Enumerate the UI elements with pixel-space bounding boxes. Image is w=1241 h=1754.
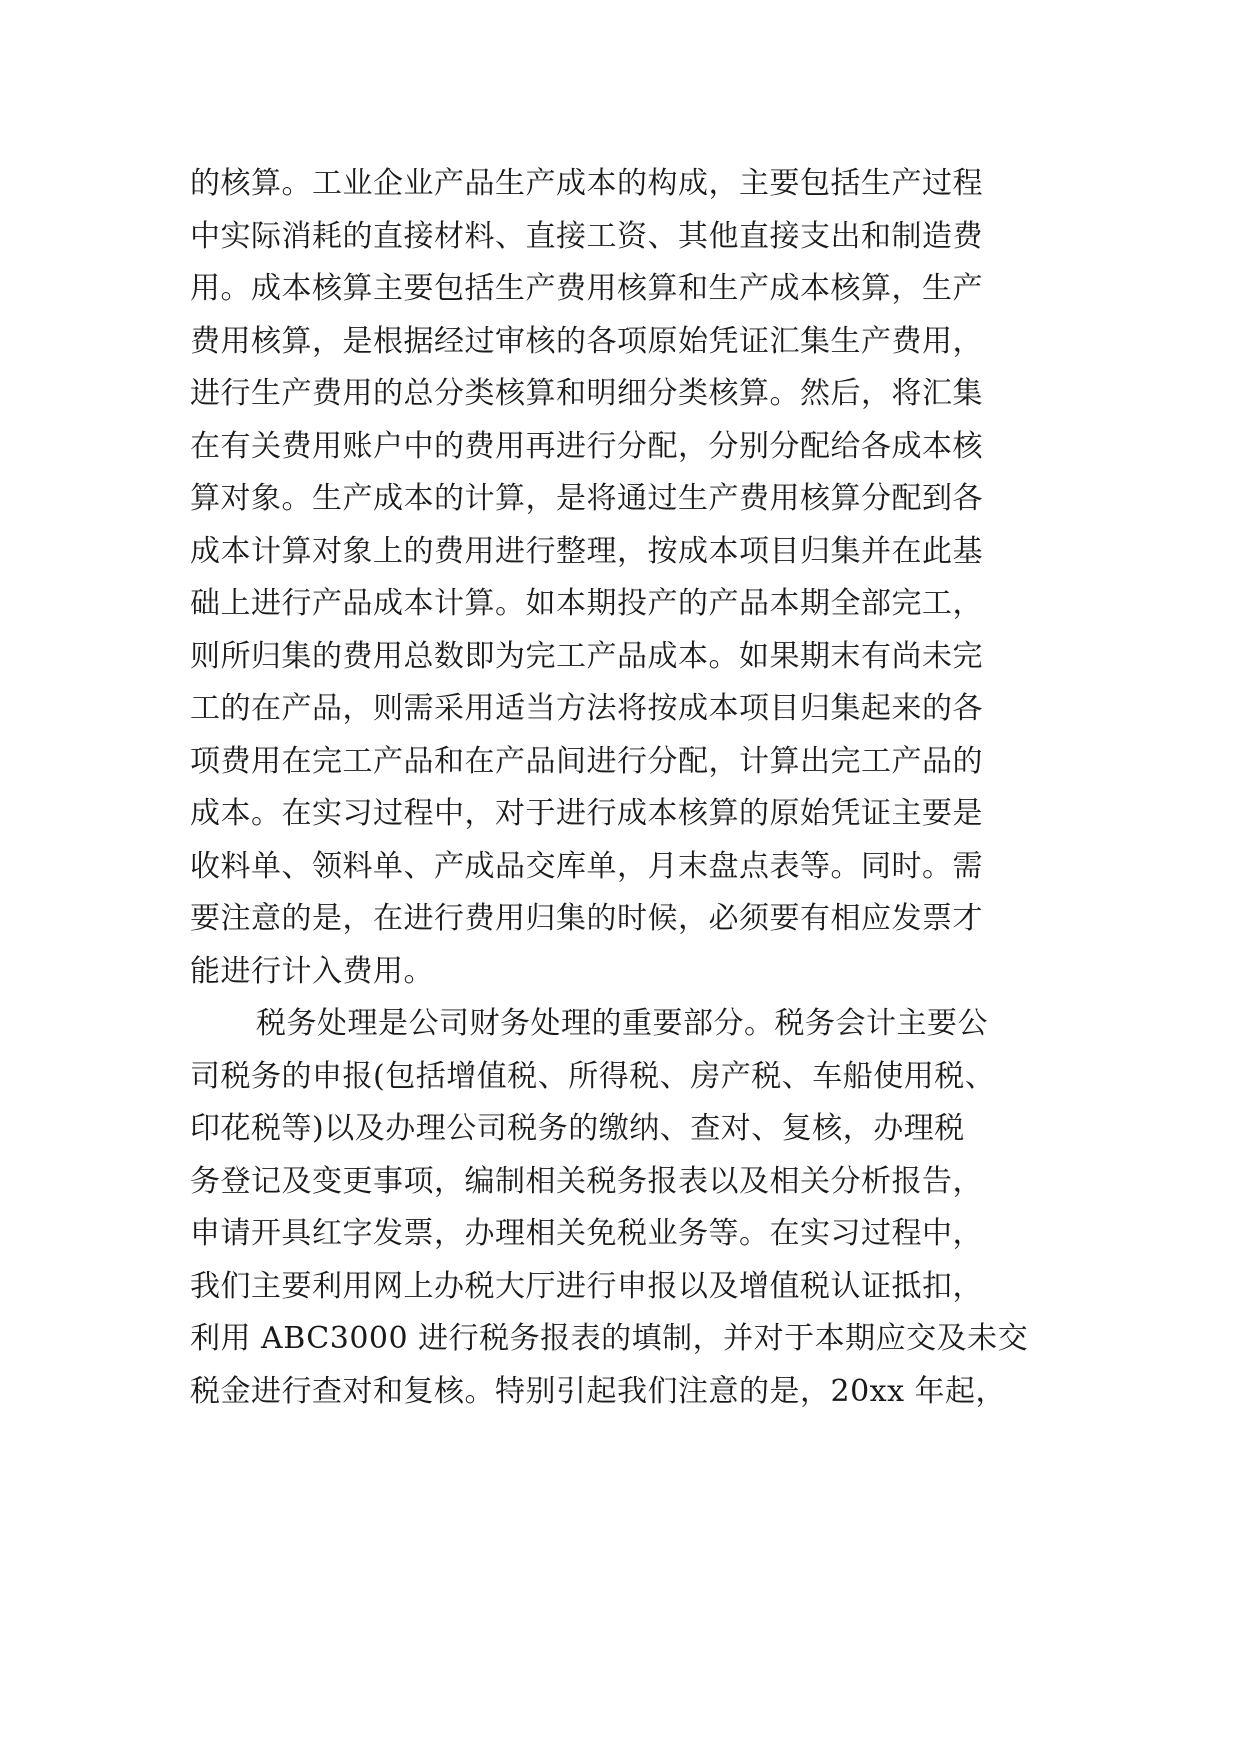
text-line: 能进行计入费用。 <box>190 953 434 989</box>
text-line: 进行生产费用的总分类核算和明细分类核算。然后，将汇集 <box>190 376 983 411</box>
body-text <box>190 158 1070 1418</box>
text-line: 的核算。工业企业产品生产成本的构成，主要包括生产过程 <box>190 166 983 201</box>
text-line: 工的在产品，则需采用适当方法将按成本项目归集起来的各 <box>190 691 983 726</box>
text-line: 司税务的申报(包括增值税、所得税、房产税、车船使用税、 <box>190 1058 996 1094</box>
text-line: 费用核算，是根据经过审核的各项原始凭证汇集生产费用， <box>190 323 983 359</box>
text-line: 中实际消耗的直接材料、直接工资、其他直接支出和制造费 <box>190 218 983 254</box>
text-line: 则所归集的费用总数即为完工产品成本。如果期末有尚未完 <box>190 638 983 674</box>
text-line: 印花税等)以及办理公司税务的缴纳、查对、复核，办理税 <box>190 1111 965 1146</box>
text-line: 项费用在完工产品和在产品间进行分配，计算出完工产品的 <box>190 743 983 779</box>
text-line: 在有关费用账户中的费用再进行分配，分别分配给各成本核 <box>190 428 983 464</box>
text-line: 利用 ABC3000 进行税务报表的填制，并对于本期应交及未交 <box>190 1321 1029 1356</box>
text-line: 要注意的是，在进行费用归集的时候，必须要有相应发票才 <box>190 901 983 936</box>
text-line: 算对象。生产成本的计算，是将通过生产费用核算分配到各 <box>190 481 983 516</box>
text-line: 成本。在实习过程中，对于进行成本核算的原始凭证主要是 <box>190 796 983 831</box>
text-line: 收料单、领料单、产成品交库单，月末盘点表等。同时。需 <box>190 848 983 884</box>
paragraph-tax-processing <box>190 998 1070 1418</box>
text-line: 务登记及变更事项，编制相关税务报表以及相关分析报告， <box>190 1163 983 1199</box>
text-line: 税金进行查对和复核。特别引起我们注意的是，20xx 年起， <box>190 1373 1007 1409</box>
text-line: 用。成本核算主要包括生产费用核算和生产成本核算，生产 <box>190 271 983 306</box>
text-line: 我们主要利用网上办税大厅进行申报以及增值税认证抵扣， <box>190 1268 983 1304</box>
text-line: 税务处理是公司财务处理的重要部分。税务会计主要公 <box>256 1006 988 1041</box>
paragraph-cost-accounting <box>190 158 1070 998</box>
text-line: 成本计算对象上的费用进行整理，按成本项目归集并在此基 <box>190 533 983 569</box>
text-line: 申请开具红字发票，办理相关免税业务等。在实习过程中， <box>190 1216 983 1251</box>
text-line: 础上进行产品成本计算。如本期投产的产品本期全部完工， <box>190 586 983 621</box>
